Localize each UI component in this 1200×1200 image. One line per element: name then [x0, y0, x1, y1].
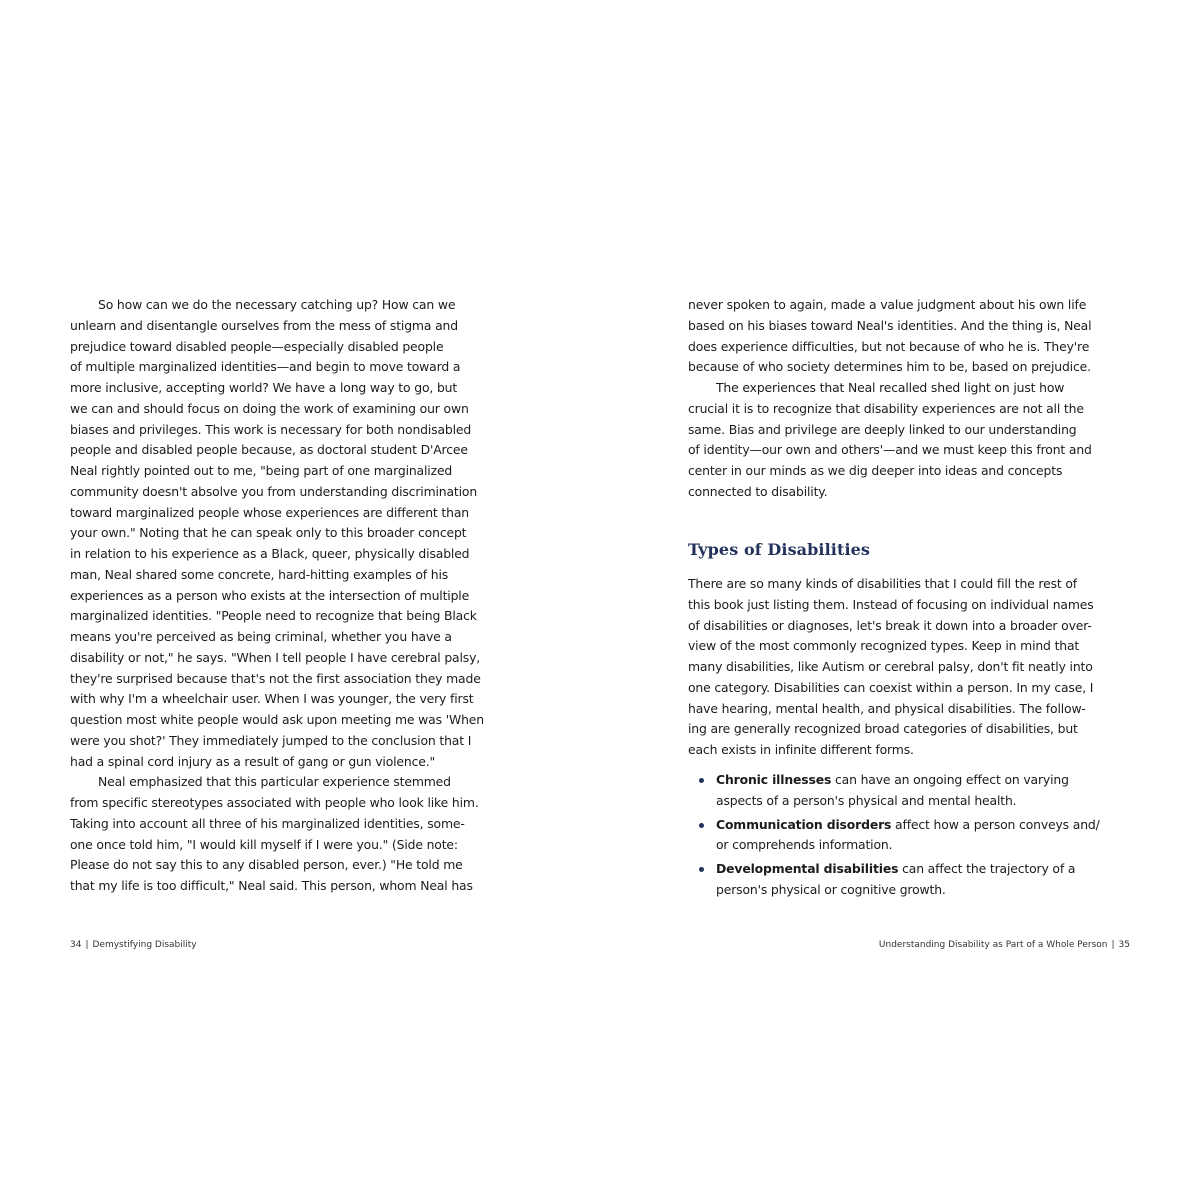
section-body: [688, 574, 1122, 761]
body-line: Please do not say this to any disabled person, ever.) "He told me: [70, 857, 463, 873]
footer-separator: |: [1111, 940, 1115, 950]
bullet-line: person's physical or cognitive growth.: [716, 881, 946, 897]
body-line: that my life is too difficult," Neal said. This person, whom Neal has: [70, 878, 473, 893]
section-heading: Types of Disabilities: [688, 540, 871, 559]
body-line: one once told him, "I would kill myself if I were you." (Side note:: [70, 836, 458, 852]
body-line: had a spinal cord injury as a result of gang or gun violence.": [70, 753, 436, 769]
bullet-icon: [699, 867, 704, 872]
body-line: marginalized identities. "People need to recognize that being Black: [70, 608, 477, 624]
body-line: biases and privileges. This work is necessary for both nondisabled: [70, 421, 472, 437]
body-line: each exists in infinite different forms.: [688, 742, 914, 757]
page-number: 35: [1118, 940, 1130, 950]
body-line: your own." Noting that he can speak only to this broader concept: [70, 525, 467, 541]
running-title: Demystifying Disability: [92, 940, 197, 950]
body-line: view of the most commonly recognized types. Keep in mind that: [688, 638, 1080, 654]
right-page-footer: [879, 940, 1130, 950]
body-line: same. Bias and privilege are deeply linked to our understanding: [688, 421, 1077, 437]
body-line: in relation to his experience as a Black, queer, physically disabled: [70, 546, 470, 561]
body-line: prejudice toward disabled people—especially disabled people: [70, 338, 444, 354]
body-line: more inclusive, accepting world? We have a long way to go, but: [70, 380, 458, 395]
bullet-line: or comprehends information.: [716, 837, 893, 853]
body-line: experiences as a person who exists at the intersection of multiple: [70, 587, 470, 603]
body-line: There are so many kinds of disabilities that I could fill the rest of: [688, 576, 1078, 591]
list-item: [696, 770, 1126, 812]
body-line: never spoken to again, made a value judgment about his own life: [688, 297, 1087, 312]
bullet-line: aspects of a person's physical and mental health.: [716, 792, 1017, 808]
body-line: were you shot?' They immediately jumped to the conclusion that I: [70, 732, 472, 748]
body-line: Neal emphasized that this particular experience stemmed: [98, 774, 451, 790]
list-item: [696, 815, 1126, 857]
bullet-text: affect how a person conveys and/: [891, 816, 1100, 832]
body-line: connected to disability.: [688, 483, 828, 499]
body-line: many disabilities, like Autism or cerebral palsy, don't fit neatly into: [688, 659, 1093, 674]
body-line: The experiences that Neal recalled shed light on just how: [716, 380, 1065, 395]
bullet-line: [716, 859, 1126, 880]
body-line: because of who society determines him to be, based on prejudice.: [688, 359, 1091, 375]
right-page-body: [688, 295, 1122, 503]
running-title: Understanding Disability as Part of a Whole Person: [878, 940, 1108, 950]
bullet-icon: [699, 823, 704, 828]
list-item: [696, 859, 1126, 901]
body-line: with why I'm a wheelchair user. When I was younger, the very first: [70, 691, 474, 707]
bullet-line: [716, 770, 1126, 791]
body-line: of disabilities or diagnoses, let's break it down into a broader over-: [688, 617, 1092, 633]
body-line: one category. Disabilities can coexist within a person. In my case, I: [688, 679, 1094, 695]
body-line: of identity—our own and others'—and we must keep this front and: [688, 442, 1092, 458]
body-line: have hearing, mental health, and physical disabilities. The follow-: [688, 700, 1086, 716]
body-line: people and disabled people because, as doctoral student D'Arcee: [70, 442, 468, 458]
left-page-body: [70, 295, 510, 897]
body-line: question most white people would ask upon meeting me was 'When: [70, 712, 484, 727]
bullet-text: can affect the trajectory of a: [898, 861, 1076, 876]
body-line: So how can we do the necessary catching up? How can we: [98, 297, 456, 312]
bullet-term: Communication disorders: [716, 816, 892, 832]
bullet-term: Chronic illnesses: [716, 772, 832, 787]
footer-separator: |: [85, 940, 89, 950]
body-line: crucial it is to recognize that disability experiences are not all the: [688, 400, 1084, 416]
body-line: unlearn and disentangle ourselves from the mess of stigma and: [70, 317, 458, 333]
body-line: toward marginalized people whose experiences are different than: [70, 504, 469, 520]
body-line: community doesn't absolve you from understanding discrimination: [70, 483, 478, 499]
bullet-text: can have an ongoing effect on varying: [831, 772, 1069, 787]
body-line: of multiple marginalized identities—and begin to move toward a: [70, 359, 461, 375]
body-line: from specific stereotypes associated with people who look like him.: [70, 795, 479, 810]
left-page-footer: [70, 940, 197, 950]
body-line: based on his biases toward Neal's identities. And the thing is, Neal: [688, 317, 1092, 333]
bullet-term: Developmental disabilities: [716, 861, 899, 876]
body-line: means you're perceived as being criminal, whether you have a: [70, 629, 452, 644]
body-line: we can and should focus on doing the work of examining our own: [70, 400, 469, 416]
body-line: ing are generally recognized broad categories of disabilities, but: [688, 721, 1078, 737]
page-number: 34: [70, 940, 82, 950]
body-line: Taking into account all three of his marginalized identities, some-: [70, 815, 465, 831]
body-line: they're surprised because that's not the first association they made: [70, 670, 481, 686]
body-line: center in our minds as we dig deeper into ideas and concepts: [688, 463, 1063, 478]
body-line: Neal rightly pointed out to me, "being part of one marginalized: [70, 463, 453, 478]
body-line: this book just listing them. Instead of focusing on individual names: [688, 596, 1094, 612]
bullet-line: [716, 815, 1126, 836]
bullet-icon: [699, 778, 704, 783]
disability-types-list: [696, 770, 1126, 904]
body-line: disability or not," he says. "When I tell people I have cerebral palsy,: [70, 649, 481, 665]
body-line: does experience difficulties, but not because of who he is. They're: [688, 338, 1090, 354]
body-line: man, Neal shared some concrete, hard-hitting examples of his: [70, 566, 449, 582]
